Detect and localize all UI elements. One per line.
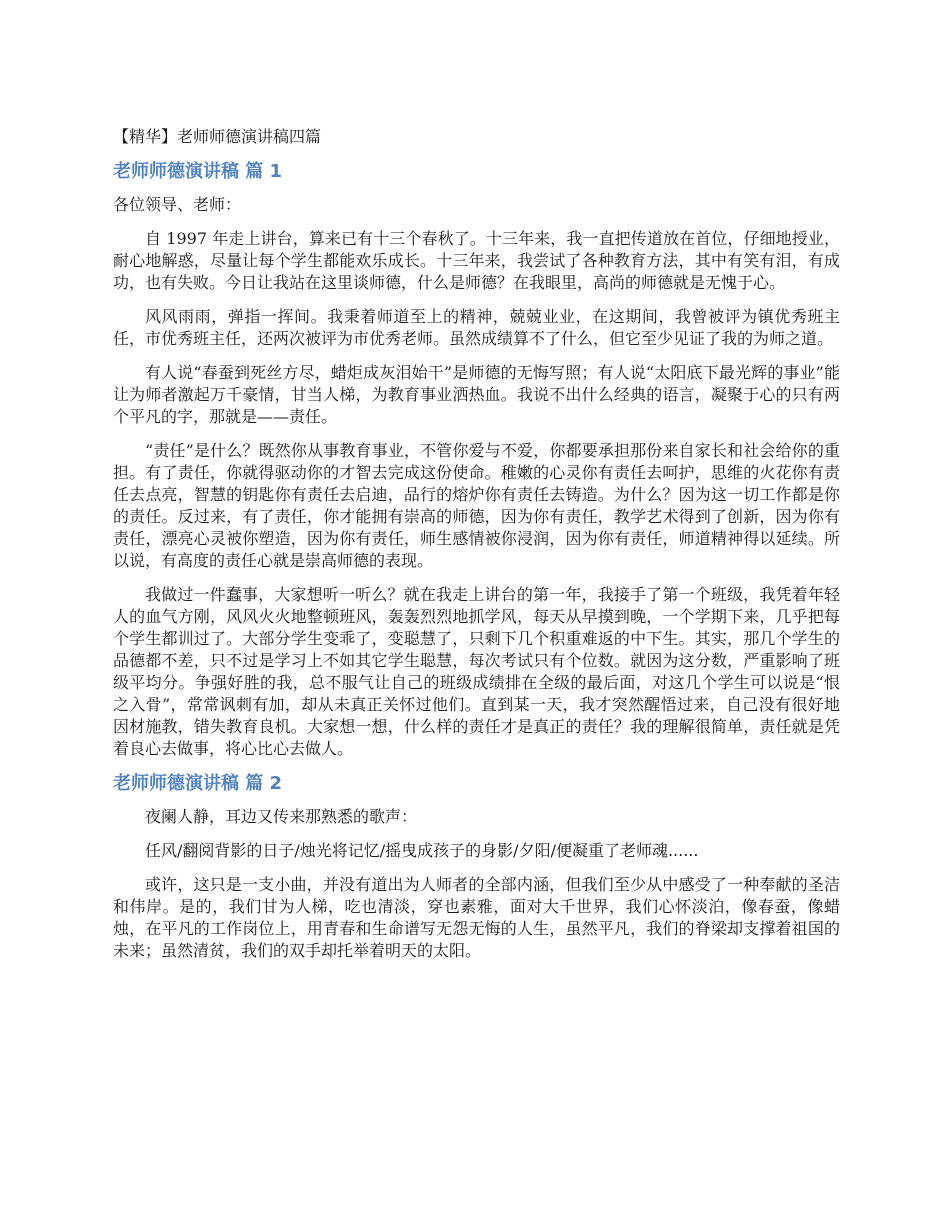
paragraph: 我做过一件蠢事，大家想听一听么？就在我走上讲台的第一年，我接手了第一个班级，我凭着年轻人的血气方刚，风风火火地整顿班风，轰轰烈烈地抓学风，每天从早摸到晚，一个学期下来，几乎把每个学生都训过了。大部分学生变乖了，变聪慧了，只剩下几个积重难返的中下生。其实，那几个学生的品德都不差，只不过是学习上不如其它学生聪慧，每次考试只有个位数。就因为这分数，严重影响了班级平均分。争强好胜的我，总不服气让自己的班级成绩排在全级的最后面，对这几个学生可以说是“恨之入骨”，常常讽刺有加，却从未真正关怀过他们。直到某一天，我才突然醒悟过来，自己没有很好地因材施教，错失教育良机。大家想一想，什么样的责任才是真正的责任？我的理解很简单，责任就是凭着良心去做事，将心比心去做人。 <box>113 585 840 758</box>
paragraph: 风风雨雨，弹指一挥间。我秉着师道至上的精神，兢兢业业，在这期间，我曾被评为镇优秀班主任，市优秀班主任，还两次被评为市优秀老师。虽然成绩算不了什么，但它至少见证了我的为师之道。 <box>113 307 840 348</box>
salutation: 各位领导、老师： <box>113 195 242 214</box>
section-1 <box>113 160 840 760</box>
paragraph: 夜阑人静，耳边又传来那熟悉的歌声： <box>145 807 418 826</box>
document-title: 【精华】老师师德演讲稿四篇 <box>113 127 322 146</box>
paragraph: 任风/翻阅背影的日子/烛光将记忆/摇曳成孩子的身影/夕阳/便凝重了老师魂...... <box>145 841 699 860</box>
section-heading: 老师师德演讲稿 篇 1 <box>113 161 283 182</box>
paragraph: 或许，这只是一支小曲，并没有道出为人师者的全部内涵，但我们至少从中感受了一种奉献的圣洁和伟岸。是的，我们甘为人梯，吃也清淡，穿也素雅，面对大千世界，我们心怀淡泊，像春蚕，像蜡烛，在平凡的工作岗位上，用青春和生命谱写无怨无悔的人生，虽然平凡，我们的脊梁却支撑着祖国的未来；虽然清贫，我们的双手却托举着明天的太阳。 <box>113 875 840 960</box>
paragraph: 有人说“春蚕到死丝方尽，蜡炬成灰泪始干”是师德的无悔写照；有人说“太阳底下最光辉的事业”能让为师者激起万千豪情，甘当人梯，为教育事业洒热血。我说不出什么经典的语言，凝聚于心的只有两个平凡的字，那就是——责任。 <box>113 363 840 426</box>
section-2 <box>113 772 840 962</box>
paragraph: “责任”是什么？既然你从事教育事业，不管你爱与不爱，你都要承担那份来自家长和社会给你的重担。有了责任，你就得驱动你的才智去完成这份使命。稚嫩的心灵你有责任去呵护，思维的火花你有责任去点亮，智慧的钥匙你有责任去启迪，品行的熔炉你有责任去铸造。为什么？因为这一切工作都是你的责任。反过来，有了责任，你才能拥有崇高的师德，因为你有责任，教学艺术得到了创新，因为你有责任，漂亮心灵被你塑造，因为你有责任，师生感情被你浸润，因为你有责任，师道精神得以延续。所以说，有高度的责任心就是崇高师德的表现。 <box>113 441 840 570</box>
section-heading: 老师师德演讲稿 篇 2 <box>113 773 283 794</box>
document-body <box>113 118 840 974</box>
paragraph: 自 1997 年走上讲台，算来已有十三个春秋了。十三年来，我一直把传道放在首位，仔细地授业，耐心地解惑，尽量让每个学生都能欢乐成长。十三年来，我尝试了各种教育方法，其中有笑有泪，有成功，也有失败。今日让我站在这里谈师德，什么是师德？在我眼里，高尚的师德就是无愧于心。 <box>113 229 840 292</box>
